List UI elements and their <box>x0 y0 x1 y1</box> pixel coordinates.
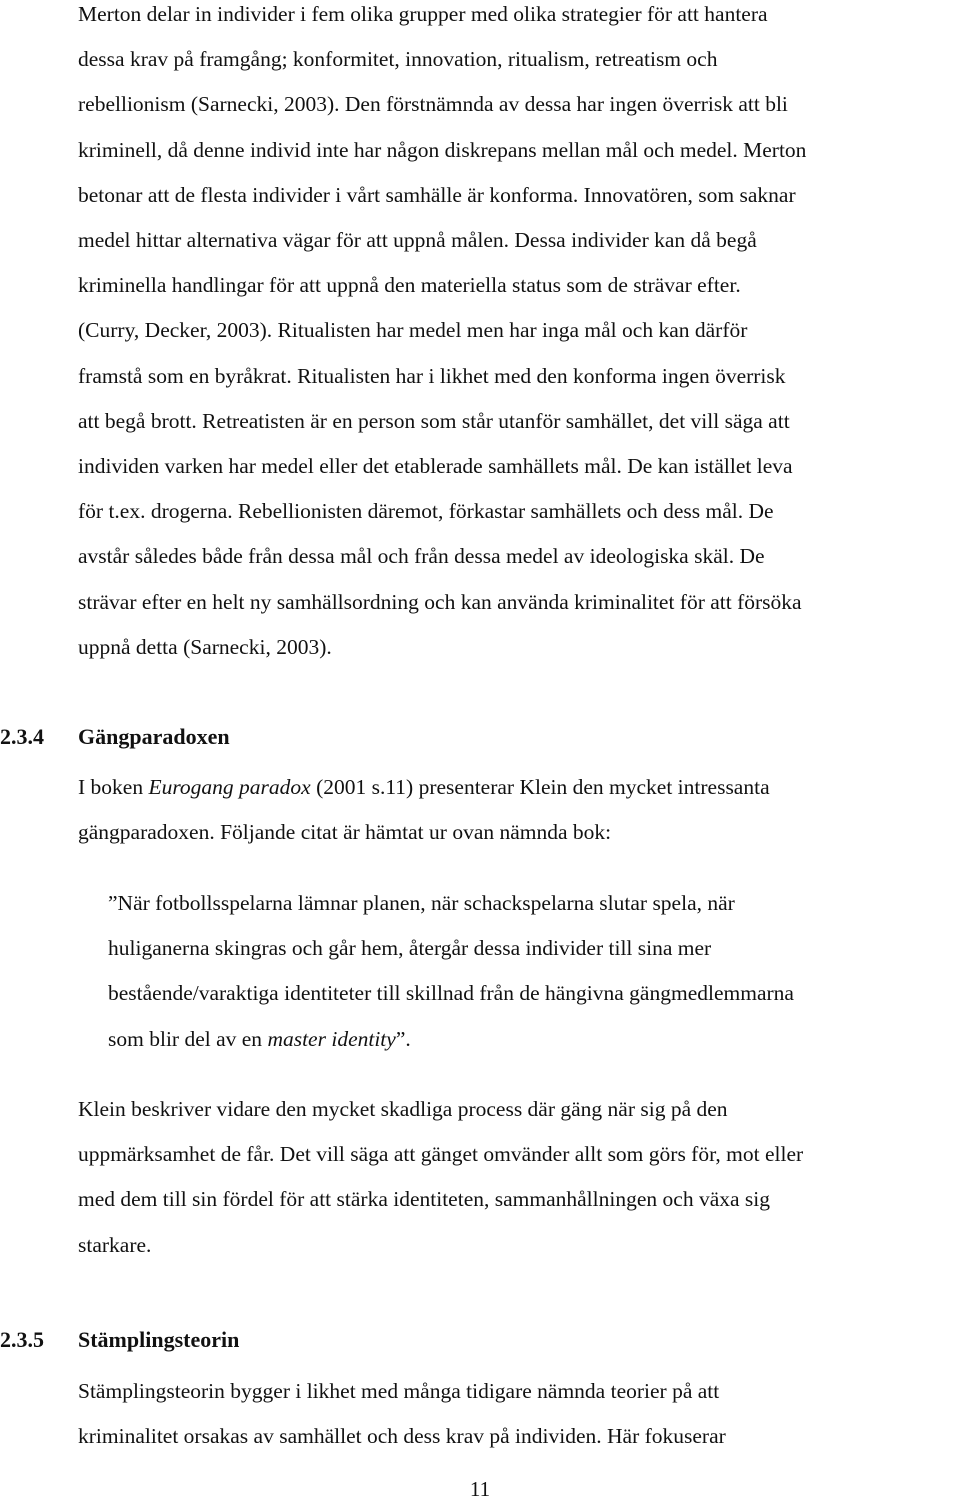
quote-line: bestående/varaktiga identiteter till skillnad från de hängivna gängmedlemmarna <box>108 981 794 1006</box>
paragraph-klein <box>78 1087 958 1268</box>
section-number: 2.3.4 <box>0 724 44 749</box>
text-run: som blir del av en <box>108 1026 268 1051</box>
text-line: betonar att de flesta individer i vårt samhälle är konforma. Innovatören, som saknar <box>78 182 796 207</box>
text-line: Stämplingsteorin bygger i likhet med många tidigare nämnda teorier på att <box>78 1379 720 1403</box>
text-line: rebellionism (Sarnecki, 2003). Den förstnämnda av dessa har ingen överrisk att bli <box>78 92 788 117</box>
paragraph-stamplingsteorin <box>78 1369 958 1459</box>
block-quote <box>108 881 960 1062</box>
text-line: uppmärksamhet de får. Det vill säga att gänget omvänder allt som görs för, mot eller <box>78 1142 804 1167</box>
page-number: 11 <box>469 1477 491 1501</box>
text-line: Klein beskriver vidare den mycket skadliga process där gäng när sig på den <box>78 1097 728 1121</box>
section-title: Gängparadoxen <box>78 724 230 749</box>
paragraph-merton <box>78 0 958 670</box>
text-line: (Curry, Decker, 2003). Ritualisten har medel men har inga mål och kan därför <box>78 318 748 343</box>
quote-line <box>108 1017 960 1062</box>
text-line: medel hittar alternativa vägar för att uppnå målen. Dessa individer kan då begå <box>78 228 757 253</box>
paragraph-intro <box>78 765 958 855</box>
quote-line: huliganerna skingras och går hem, återgår dessa individer till sina mer <box>108 936 712 961</box>
text-run: ”. <box>395 1026 411 1051</box>
text-line: individen varken har medel eller det etablerade samhällets mål. De kan istället leva <box>78 454 793 479</box>
text-line: avstår således både från dessa mål och från dessa medel av ideologiska skäl. De <box>78 544 765 569</box>
quote-line: ”När fotbollsspelarna lämnar planen, när schackspelarna slutar spela, när <box>108 891 735 915</box>
text-line: att begå brott. Retreatisten är en person som står utanför samhället, det vill säga att <box>78 408 790 433</box>
text-line: kriminella handlingar för att uppnå den materiella status som de strävar efter. <box>78 273 741 298</box>
text-line: med dem till sin fördel för att stärka identiteten, sammanhållningen och växa sig <box>78 1187 770 1212</box>
text-line <box>78 765 958 810</box>
text-line: kriminalitet orsakas av samhället och dess krav på individen. Här fokuserar <box>78 1424 726 1449</box>
text-line: Merton delar in individer i fem olika grupper med olika strategier för att hantera <box>78 2 768 26</box>
text-line: gängparadoxen. Följande citat är hämtat ur ovan nämnda bok: <box>78 820 612 845</box>
text-line: för t.ex. drogerna. Rebellionisten däremot, förkastar samhällets och dess mål. De <box>78 499 774 524</box>
text-line: framstå som en byråkrat. Ritualisten har i likhet med den konforma ingen överrisk <box>78 363 786 388</box>
text-line: starkare. <box>78 1232 152 1257</box>
text-run: (2001 s.11) presenterar Klein den mycket intressanta <box>310 775 770 799</box>
text-line: kriminell, då denne individ inte har någon diskrepans mellan mål och medel. Merton <box>78 137 807 162</box>
text-run: I boken <box>78 775 149 799</box>
text-line: strävar efter en helt ny samhällsordning och kan använda kriminalitet för att försöka <box>78 589 802 614</box>
book-title: Eurogang paradox <box>148 775 311 799</box>
text-line: uppnå detta (Sarnecki, 2003). <box>78 634 332 659</box>
section-number: 2.3.5 <box>0 1327 44 1352</box>
italic-term: master identity <box>267 1026 396 1051</box>
text-line: dessa krav på framgång; konformitet, innovation, ritualism, retreatism och <box>78 47 718 72</box>
section-title: Stämplingsteorin <box>78 1327 240 1352</box>
